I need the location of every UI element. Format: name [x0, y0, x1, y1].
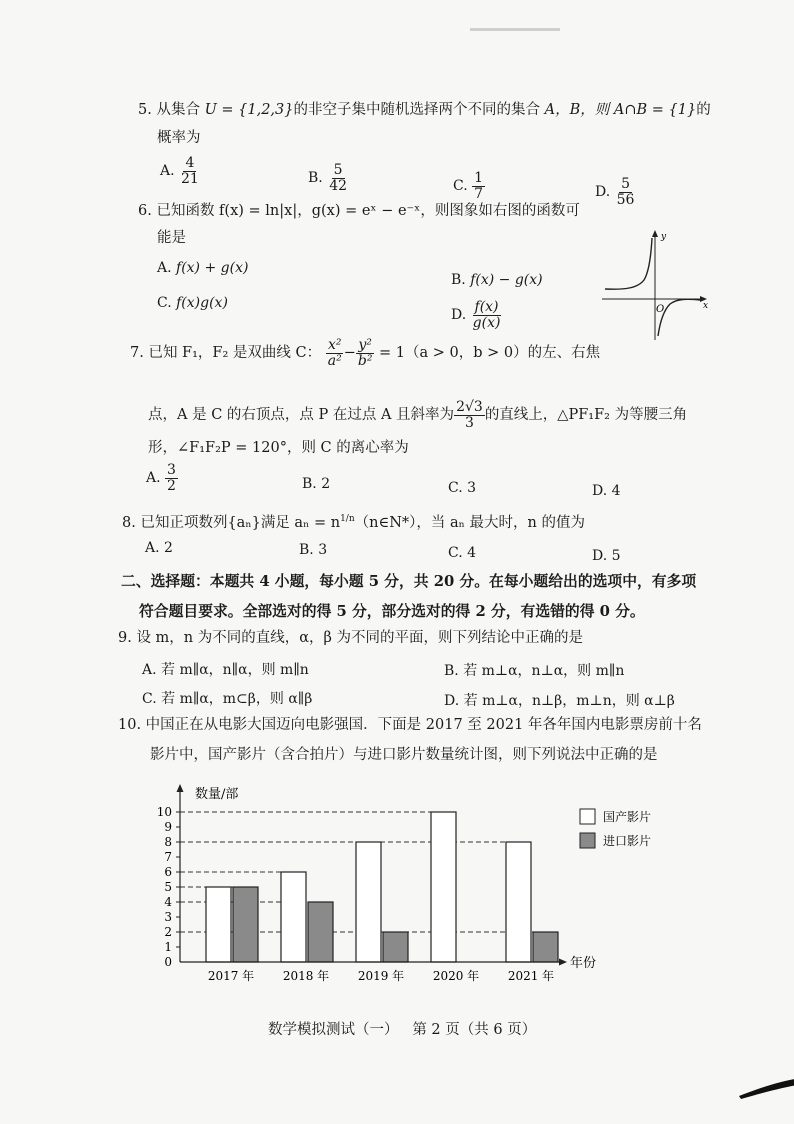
- q7-stem: 7. 已知 F₁，F₂ 是双曲线 C： $\frac{\text{x²}}{\text{a²}}$ − $\frac{\text{y²}}{\text{b²}}$ = 1（a > 0，b > 0）的左、右焦: [130, 337, 601, 369]
- chart-xlabel: 年份: [570, 956, 597, 971]
- q5-option-c: C. $\frac{1}{7}$: [453, 170, 484, 202]
- q5-option-b: B. $\frac{5}{42}$: [308, 162, 348, 194]
- q6-option-c: C. f(x)g(x): [157, 295, 228, 311]
- y-axis-label: y: [661, 232, 667, 242]
- q8-option-d: D. 5: [592, 548, 621, 564]
- chart-x-tick-label: 2019 年: [357, 969, 405, 983]
- bar-domestic: [356, 842, 381, 962]
- bar-imported: [233, 887, 258, 962]
- scan-edge-mark: [735, 1074, 794, 1100]
- chart-x-tick-label: 2017 年: [207, 969, 255, 983]
- chart-y-tick-label: 2: [164, 925, 172, 939]
- q6-stem-line2: 能是: [157, 230, 186, 246]
- chart-y-tick-label: 0: [164, 955, 172, 969]
- chart-x-axis-arrow-icon: [559, 959, 567, 966]
- chart-y-axis-arrow-icon: [177, 784, 184, 792]
- q6-function-graph: [600, 226, 715, 346]
- q5-option-a: A. $\frac{4}{21}$: [160, 155, 199, 187]
- q6-option-b: B. f(x) − g(x): [451, 272, 543, 288]
- bar-imported: [383, 932, 408, 962]
- q8-stem: 8. 已知正项数列{aₙ}满足 $a_n = n^{1/n}(n\in N*)$，当 aₙ 最大时，n 的值为: [122, 514, 585, 531]
- q9-option-b: B. 若 m⊥α，n⊥α，则 m∥n: [444, 663, 625, 679]
- bar-domestic: [431, 812, 456, 962]
- q7-option-d: D. 4: [592, 483, 621, 499]
- x-axis-label: x: [703, 301, 709, 311]
- legend-swatch-domestic: [580, 809, 595, 824]
- chart-x-tick-label: 2020 年: [432, 969, 480, 983]
- bar-imported: [308, 902, 333, 962]
- bar-chart: [130, 778, 690, 983]
- chart-y-tick-label: 6: [164, 865, 172, 879]
- graph-curve-left: [605, 238, 652, 289]
- q7-line3: 形，∠F₁F₂P = 120°，则 C 的离心率为: [148, 440, 409, 456]
- q6-option-a: A. f(x) + g(x): [157, 260, 249, 276]
- chart-y-tick-label: 4: [164, 895, 172, 909]
- chart-y-tick-label: 10: [156, 805, 172, 819]
- origin-label: O: [656, 304, 665, 315]
- chart-x-tick-label: 2018 年: [282, 969, 330, 983]
- q5-stem-line2: 概率为: [157, 130, 201, 146]
- y-axis-arrow-icon: [652, 230, 658, 237]
- q7-line2: 点，A 是 C 的右顶点，点 P 在过点 A 且斜率为 $\frac{2√3}{3}$ 的直线上，△PF₁F₂ 为等腰三角: [148, 399, 688, 431]
- q7-option-a: A. $\frac{3}{2}$: [146, 462, 176, 494]
- legend-swatch-imported: [580, 833, 595, 848]
- footer-page: 第 2 页（共 6 页）: [412, 1022, 537, 1038]
- chart-ylabel: 数量/部: [195, 787, 239, 802]
- q7-option-b: B. 2: [302, 476, 331, 492]
- scan-mark: [470, 28, 560, 31]
- q9-stem: 9. 设 m，n 为不同的直线，α，β 为不同的平面，则下列结论中正确的是: [118, 630, 584, 646]
- chart-legend: [580, 809, 651, 848]
- q5-stem: 5. 从集合 U = {1,2,3}的非空子集中随机选择两个不同的集合 A，B，则 A∩B = {1}的: [138, 102, 711, 118]
- graph-curve-right: [658, 299, 700, 336]
- q9-option-d: D. 若 m⊥α，n⊥β，m⊥n，则 α⊥β: [444, 693, 675, 709]
- section2-heading-line1: 二、选择题：本题共 4 小题，每小题 5 分，共 20 分。在每小题给出的选项中，有多项: [121, 573, 697, 590]
- chart-y-tick-label: 9: [164, 820, 172, 834]
- bar-domestic: [281, 872, 306, 962]
- bar-domestic: [506, 842, 531, 962]
- legend-label-imported: 进口影片: [603, 834, 652, 848]
- footer-title: 数学模拟测试（一）: [268, 1022, 399, 1038]
- q6-option-d: D. $\frac{f(x)}{g(x)}$: [451, 299, 501, 331]
- bar-domestic: [206, 887, 231, 962]
- q7-option-c: C. 3: [448, 480, 477, 496]
- chart-y-tick-label: 8: [164, 835, 172, 849]
- legend-label-domestic: 国产影片: [603, 810, 652, 824]
- bar-imported: [533, 932, 558, 962]
- q10-stem: 10. 中国正在从电影大国迈向电影强国．下面是 2017 至 2021 年各年国内电影票房前十名: [118, 717, 702, 733]
- q10-stem-line2: 影片中，国产影片（含合拍片）与进口影片数量统计图，则下列说法中正确的是: [150, 747, 658, 763]
- q8-option-b: B. 3: [299, 542, 328, 558]
- q8-option-a: A. 2: [145, 540, 173, 556]
- chart-x-tick-label: 2021 年: [507, 969, 555, 983]
- chart-y-tick-label: 3: [164, 910, 172, 924]
- q6-stem: 6. 已知函数 f(x) = ln|x|，g(x) = eˣ − e⁻ˣ，则图象如右图的函数可: [138, 203, 580, 219]
- footer: [268, 1018, 536, 1039]
- section2-heading-line2: 符合题目要求。全部选对的得 5 分，部分选对的得 2 分，有选错的得 0 分。: [139, 603, 645, 620]
- q8-option-c: C. 4: [448, 545, 477, 561]
- q9-option-a: A. 若 m∥α，n∥α，则 m∥n: [142, 662, 309, 678]
- chart-y-tick-label: 7: [164, 850, 172, 864]
- chart-y-tick-label: 5: [164, 880, 172, 894]
- q5-option-d: D. $\frac{5}{56}$: [595, 176, 635, 208]
- q9-option-c: C. 若 m∥α，m⊂β，则 α∥β: [142, 691, 313, 707]
- chart-y-tick-label: 1: [164, 940, 172, 954]
